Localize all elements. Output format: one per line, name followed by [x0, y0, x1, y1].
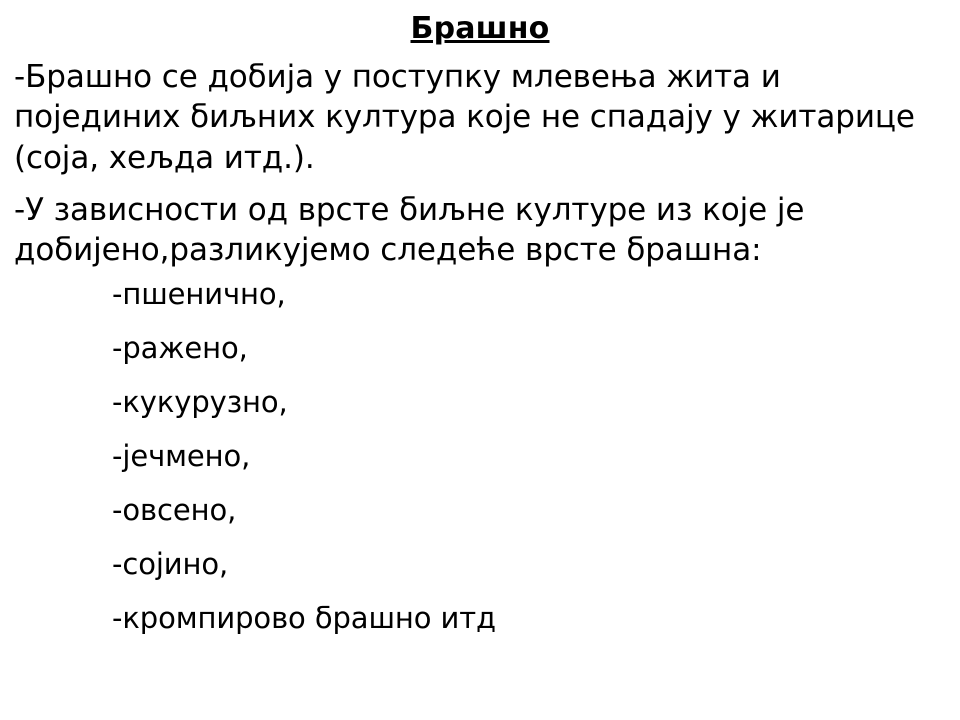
list-item: -кромпирово брашно итд [112, 601, 496, 636]
list-item: -овсено, [112, 493, 237, 528]
page-title: Брашно [410, 11, 550, 46]
list-item: -пшенично, [112, 277, 286, 312]
flour-types-list [14, 277, 946, 636]
list-item: -сојино, [112, 547, 229, 582]
list-item: -јечмено, [112, 439, 251, 474]
slide-body [14, 57, 946, 270]
paragraph-types-intro: -У зависности од врсте биљне културе из које је добијено,разликујемо следеће врсте брашна: [14, 191, 805, 269]
list-item: -ражено, [112, 331, 248, 366]
list-item: -кукурузно, [112, 385, 288, 420]
paragraph-definition: -Брашно се добија у поступку млевења жита и појединих биљних култура које не спадају у житарице (соја, хељда итд.). [14, 59, 915, 176]
